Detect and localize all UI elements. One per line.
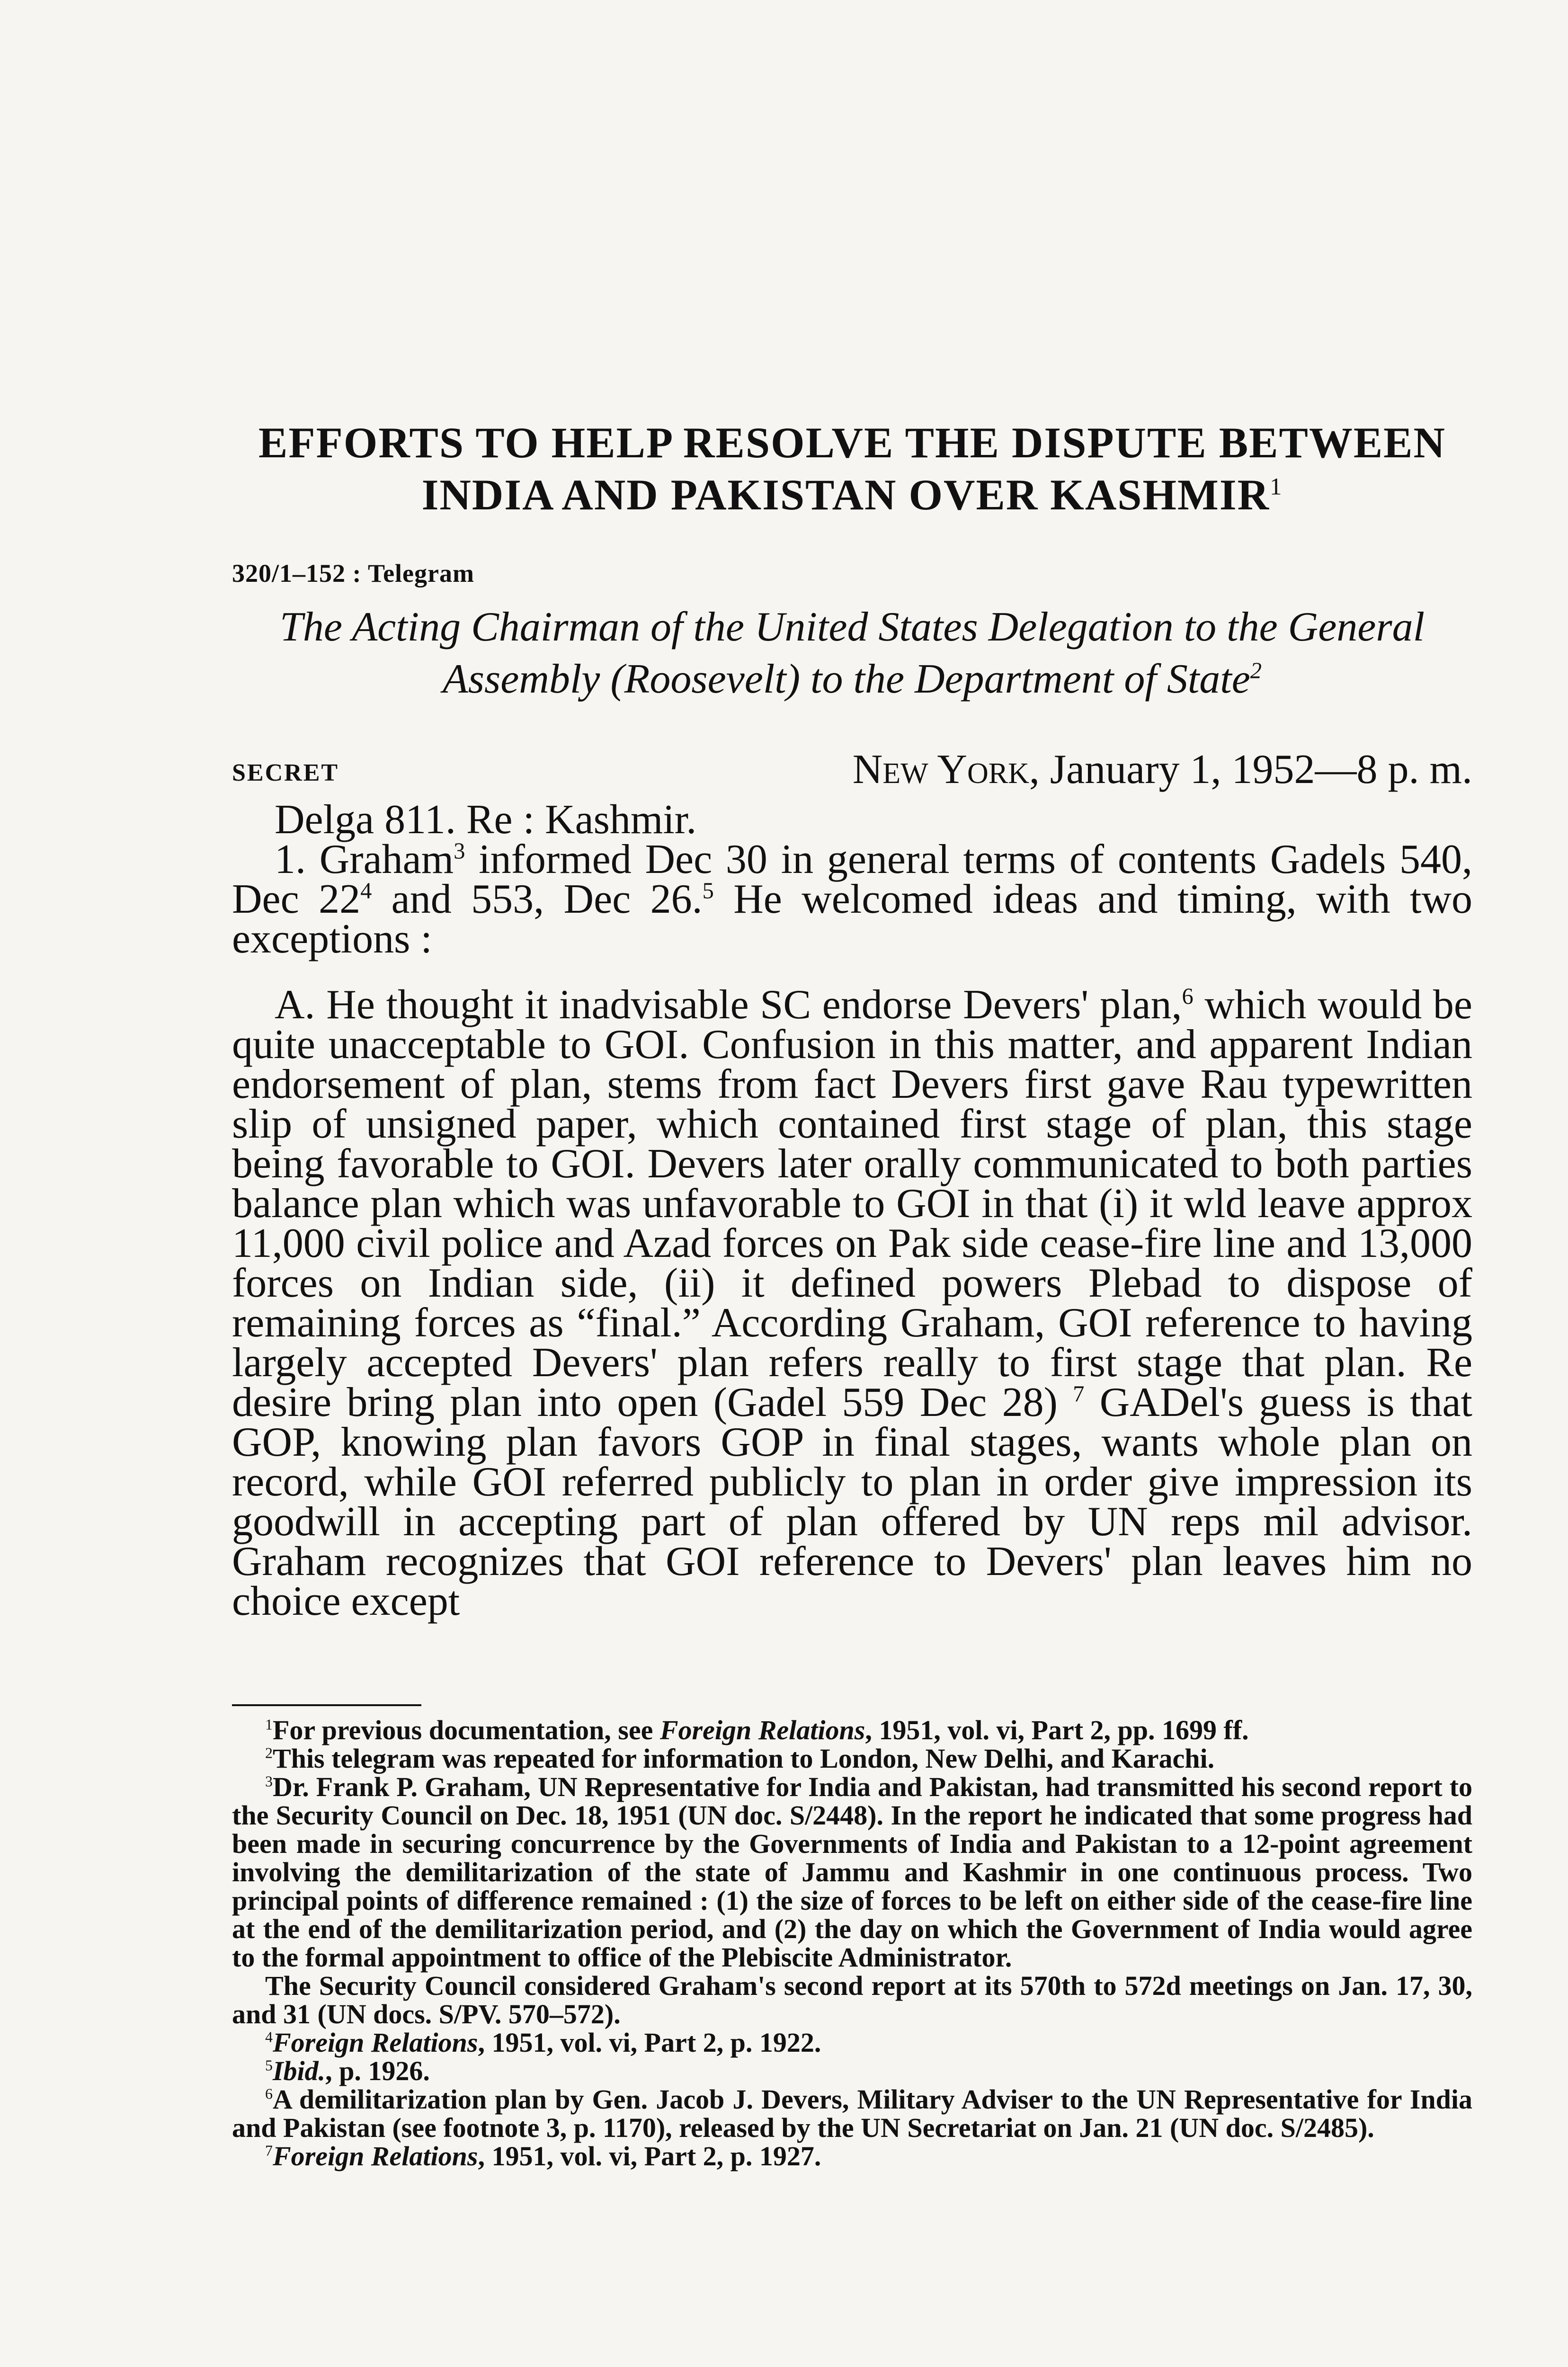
title-line-1: EFFORTS TO HELP RESOLVE THE DISPUTE BETWEEN	[258, 418, 1446, 467]
subtitle-line-2: Assembly (Roosevelt) to the Department of State$^2$	[443, 656, 1262, 702]
place-and-date	[853, 746, 1472, 793]
body-paragraph-3: A. He thought it inadvisable SC endorse Devers' plan,$^6$ which would be quite unacceptable to GOI. Confusion in this matter, and apparent Indian endorsement of plan, stems from fact Devers first gave Rau typewritten slip of unsigned paper, which contained first stage of plan, this stage being favorable to GOI. Devers later orally communicated to both parties balance plan which was unfavorable to GOI in that (i) it wld leave approx 11,000 civil police and Azad forces on Pak side cease-fire line and 13,000 forces on Indian side, (ii) it defined powers Plebad to dispose of remaining forces as “final.” According Graham, GOI reference to having largely accepted Devers' plan refers really to first stage that plan. Re desire bring plan into open (Gadel 559 Dec 28) $^7$ GADel's guess is that GOP, knowing plan favors GOP in final stages, wants whole plan on record, while GOI referred publicly to plan in order give impression its goodwill in accepting part of plan offered by UN reps mil advisor. Graham recognizes that GOI reference to Devers' plan leaves him no choice except	[232, 982, 1473, 1624]
footnote-7: $^7$Foreign Relations, 1951, vol. vi, Part 2, p. 1927.	[265, 2141, 821, 2171]
document-title	[232, 417, 1472, 521]
footnotes	[232, 1716, 1472, 2171]
telegram-body	[232, 797, 1473, 1624]
footnote-5: $^5$Ibid., p. 1926.	[265, 2056, 430, 2086]
document-id: 320/1–152 : Telegram	[232, 559, 474, 587]
footnote-ref-4[interactable]: 4	[360, 878, 372, 904]
footnote-2: $^2$This telegram was repeated for information to London, New Delhi, and Karachi.	[265, 1743, 1215, 1774]
footnote-ref-5[interactable]: 5	[702, 878, 714, 904]
footnote-ref-2[interactable]: 2	[1250, 658, 1262, 684]
title-line-2: INDIA AND PAKISTAN OVER KASHMIR$^1$	[421, 471, 1283, 519]
body-paragraph-2: 1. Graham$^3$ informed Dec 30 in general terms of contents Gadels 540, Dec $22^4$ and 553, Dec 26.$^5$ He welcomed ideas and timing, with two exceptions :	[232, 836, 1472, 962]
footnote-ref-1[interactable]: 1	[1270, 473, 1283, 500]
footnote-ref-6[interactable]: 6	[1182, 984, 1194, 1009]
footnote-3-continued: The Security Council considered Graham's second report at its 570th to 572d meetings on Jan. 17, 30, and 31 (UN docs. S/PV. 570–572).	[232, 1970, 1472, 2029]
footnote-ref-3[interactable]: 3	[454, 838, 465, 864]
footnote-6: $^6$A demilitarization plan by Gen. Jacob J. Devers, Military Adviser to the UN Representative for India and Pakistan (see footnote 3, p. 1170), released by the UN Secretariat on Jan. 21 (UN doc. S/2485).	[232, 2084, 1472, 2143]
subtitle-line-1: The Acting Chairman of the United States Delegation to the General	[279, 604, 1425, 650]
dateline	[232, 746, 1472, 793]
place-label: New York,	[852, 747, 1040, 792]
footnote-4: $^4$Foreign Relations, 1951, vol. vi, Part 2, p. 1922.	[265, 2027, 821, 2058]
classification-label: SECRET	[232, 759, 339, 786]
footnote-divider	[232, 1704, 421, 1706]
document-subtitle	[232, 601, 1472, 705]
body-paragraph-1: Delga 811. Re : Kashmir.	[275, 797, 697, 843]
footnote-3: $^3$Dr. Frank P. Graham, UN Representative for India and Pakistan, had transmitted his second report to the Security Council on Dec. 18, 1951 (UN doc. S/2448). In the report he indicated that some progress had been made in securing concurrence by the Governments of India and Pakistan to a 12-point agreement involving the demilitarization of the state of Jammu and Kashmir in one continuous process. Two principal points of difference remained : (1) the size of forces to be left on either side of the cease-fire line at the end of the demilitarization period, and (2) the day on which the Government of India would agree to the formal appointment to office of the Plebiscite Administrator.	[232, 1771, 1472, 1973]
footnote-ref-7[interactable]: 7	[1073, 1381, 1085, 1407]
footnote-1: $^1$For previous documentation, see Foreign Relations, 1951, vol. vi, Part 2, pp. 1699 ff.	[265, 1715, 1249, 1745]
date-label: January 1, 1952—8 p. m.	[1050, 747, 1472, 792]
